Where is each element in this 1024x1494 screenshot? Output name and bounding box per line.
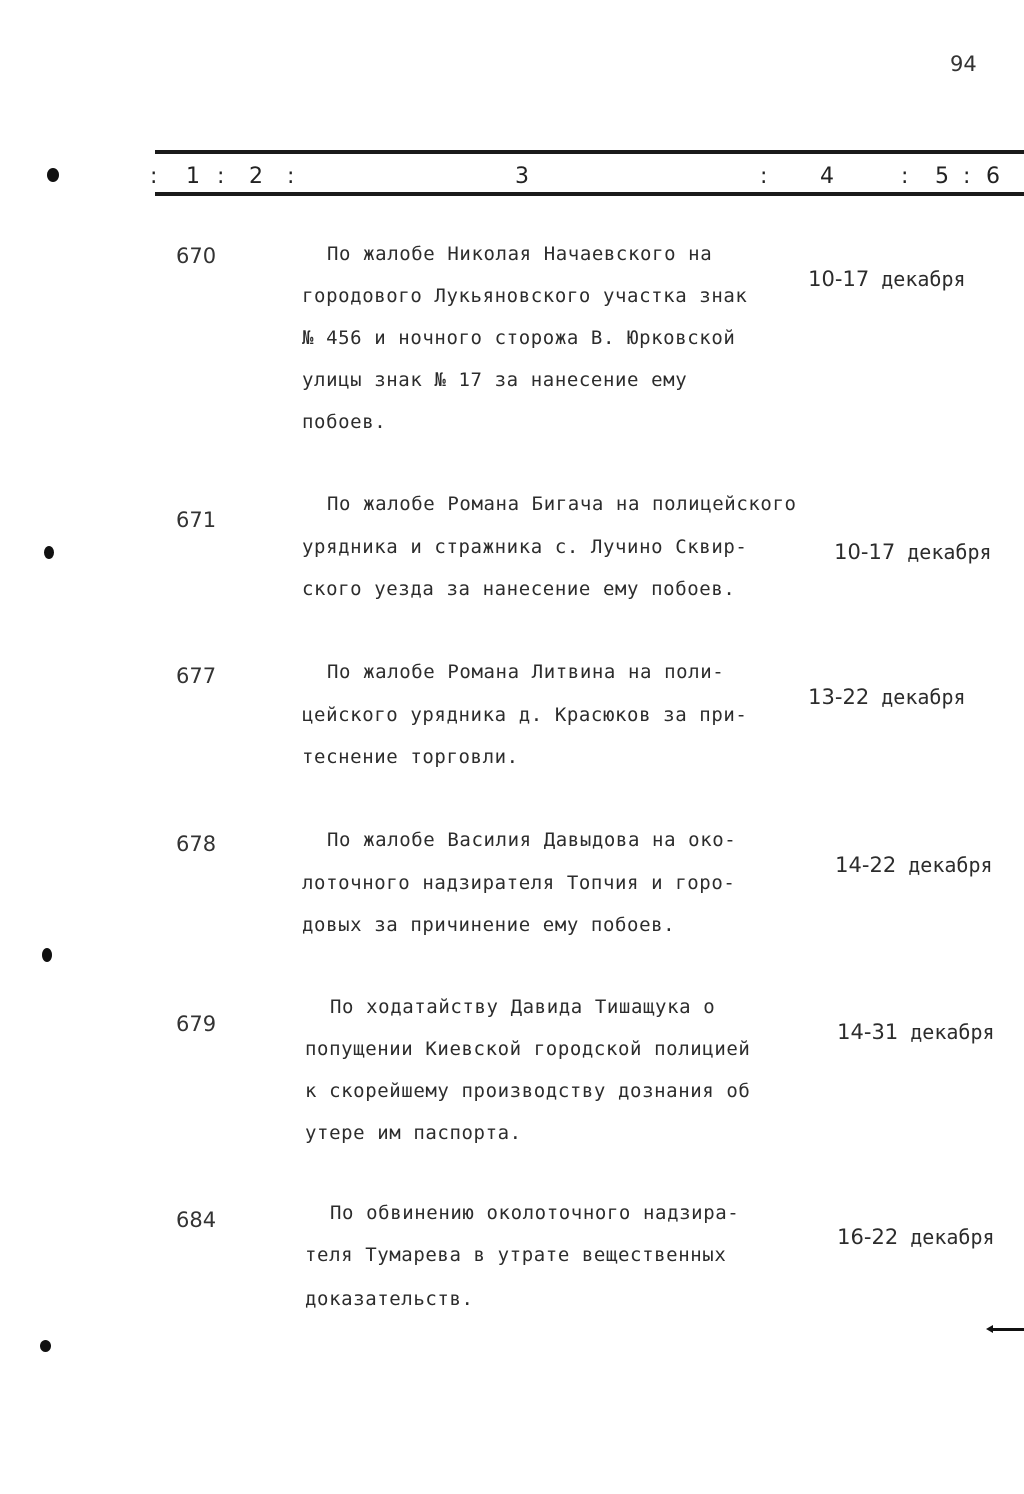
- entry-text-line: теля Тумарева в утрате вещественных: [305, 1244, 727, 1266]
- entry-date: [760, 243, 966, 315]
- date-month: декабря: [881, 685, 966, 709]
- punch-hole-mark: [42, 948, 52, 962]
- column-separator: :: [760, 164, 768, 189]
- date-range: 14-31: [837, 1020, 899, 1044]
- entry-text-line: попущении Киевской городской полицией: [305, 1038, 751, 1060]
- entry-text-line: лоточного надзирателя Топчия и горо-: [302, 872, 736, 894]
- punch-hole-mark: [44, 546, 54, 559]
- entry-date: [787, 829, 993, 901]
- column-header-2: 2: [249, 164, 263, 189]
- column-separator: :: [217, 164, 225, 189]
- entry-text-line: ского уезда за нанесение ему побоев.: [302, 578, 736, 600]
- entry-date: [789, 1201, 995, 1273]
- header-rule-top: [155, 150, 1024, 154]
- entry-text-line: цейского урядника д. Красюков за при-: [302, 704, 748, 726]
- entry-text-line: доказательств.: [305, 1288, 474, 1310]
- date-month: декабря: [910, 1020, 995, 1044]
- column-header-3: 3: [515, 164, 529, 189]
- entry-text-line: довых за причинение ему побоев.: [302, 914, 676, 936]
- entry-date: [789, 996, 995, 1068]
- entry-date: [760, 661, 966, 733]
- column-separator: :: [901, 164, 909, 189]
- date-range: 16-22: [837, 1225, 899, 1249]
- column-header-1: 1: [186, 164, 200, 189]
- entry-text-line: По жалобе Николая Начаевского на: [327, 243, 713, 265]
- entry-text-line: По жалобе Василия Давыдова на око-: [327, 829, 737, 851]
- margin-arrow-mark: [990, 1328, 1024, 1331]
- entry-number: 671: [176, 508, 217, 532]
- date-range: 13-22: [808, 685, 870, 709]
- header-rule-bottom: [155, 192, 1024, 196]
- entry-text-line: № 456 и ночного сторожа В. Юрковской: [302, 327, 736, 349]
- column-separator: :: [150, 164, 158, 189]
- column-header-6: 6: [986, 164, 1000, 189]
- entry-text-line: теснение торговли.: [302, 746, 519, 768]
- date-month: декабря: [910, 1225, 995, 1249]
- date-range: 10-17: [834, 540, 896, 564]
- entry-text-line: городового Лукьяновского участка знак: [302, 285, 748, 307]
- entry-text-line: По обвинению околоточного надзира-: [330, 1202, 740, 1224]
- date-month: декабря: [907, 540, 992, 564]
- entry-date: [786, 516, 992, 588]
- entry-text-line: к скорейшему производству дознания об: [305, 1080, 751, 1102]
- column-header-5: 5: [935, 164, 949, 189]
- date-month: декабря: [881, 267, 966, 291]
- entry-text-line: побоев.: [302, 411, 387, 433]
- entry-text-line: улицы знак № 17 за нанесение ему: [302, 369, 688, 391]
- page-number: 94: [950, 52, 977, 76]
- entry-number: 684: [176, 1208, 217, 1232]
- date-range: 14-22: [835, 853, 897, 877]
- entry-number: 678: [176, 832, 217, 856]
- entry-number: 677: [176, 664, 217, 688]
- column-header-4: 4: [820, 164, 834, 189]
- entry-text-line: утере им паспорта.: [305, 1122, 522, 1144]
- entry-text-line: По ходатайству Давида Тишащука о: [330, 996, 716, 1018]
- date-range: 10-17: [808, 267, 870, 291]
- entry-number: 670: [176, 244, 217, 268]
- punch-hole-mark: [40, 1340, 51, 1352]
- entry-text-line: По жалобе Романа Бигача на полицейского: [327, 493, 797, 515]
- punch-hole-mark: [47, 168, 59, 182]
- date-month: декабря: [908, 853, 993, 877]
- column-separator: :: [287, 164, 295, 189]
- entry-text-line: урядника и стражника с. Лучино Сквир-: [302, 536, 748, 558]
- entry-number: 679: [176, 1012, 217, 1036]
- entry-text-line: По жалобе Романа Литвина на поли-: [327, 661, 725, 683]
- column-separator: :: [963, 164, 971, 189]
